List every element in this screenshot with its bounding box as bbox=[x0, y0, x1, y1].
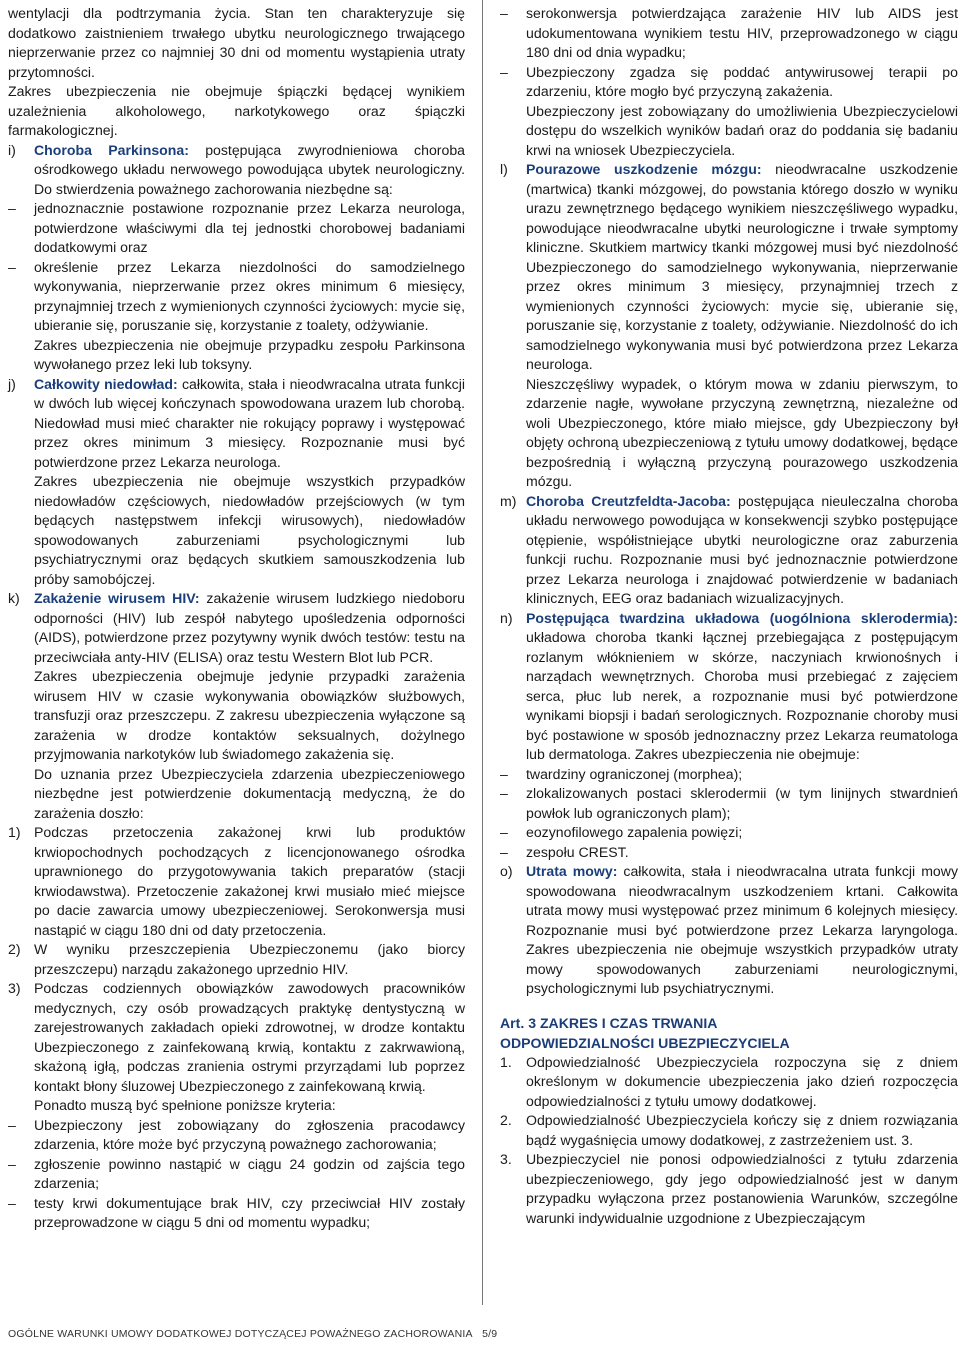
item-text bbox=[526, 609, 958, 765]
item-marker: – bbox=[500, 824, 508, 840]
term-heading: Pourazowe uszkodzenie mózgu: bbox=[526, 161, 762, 177]
item-marker: 3. bbox=[500, 1151, 512, 1167]
item-marker: n) bbox=[500, 609, 513, 626]
item-text bbox=[34, 1194, 465, 1233]
term-body: zespołu CREST. bbox=[526, 843, 629, 860]
item-marker: 1) bbox=[8, 824, 21, 840]
article-numbered-item bbox=[500, 1111, 958, 1150]
article-heading-line1: Art. 3 ZAKRES I CZAS TRWANIA bbox=[500, 1014, 718, 1031]
term-body: zlokalizowanych postaci sklerodermii (w tym linijnych stwardnień powłok lub ograniczonych plam); bbox=[526, 785, 958, 821]
dash-list-item bbox=[8, 199, 465, 258]
article-3-items bbox=[500, 1053, 958, 1229]
paragraph: Ponadto muszą być spełnione poniższe kryteria: bbox=[34, 1097, 336, 1113]
item-text bbox=[34, 1116, 465, 1155]
item-marker: i) bbox=[8, 141, 16, 158]
footer-title: OGÓLNE WARUNKI UMOWY DODATKOWEJ DOTYCZĄCEJ POWAŻNEGO ZACHOROWANIA bbox=[8, 1328, 473, 1340]
item-marker: – bbox=[8, 1194, 16, 1211]
numbered-item bbox=[8, 940, 465, 979]
term-body: zakażenie wirusem ludzkiego niedoboru odporności (HIV) lub zespół nabytego upośledzenia odporności (AIDS), potwierdzone przez pozytywny wynik dwóch testów: testu na przeciwciała anty-HIV (ELISA) oraz testu Western Blot lub PCR. bbox=[34, 590, 465, 665]
term-body: nieodwracalne uszkodzenie (martwica) tkanki mózgowej, do powstania którego doszło w wyniku urazu zewnętrznego będącego wynikiem nieszczęśliwego wypadku, powodujące nieodwracalne ubytki neurologiczne i trwałe symptomy kliniczne. Skutkiem martwicy tkanki mózgowej musi być niezdolność Ubezpieczonego do samodzielnego wykonywania, nieprzerwanie przez okres minimum 3 miesięcy, przynajmniej trzech z wymienionych czynności życiowych: mycie się, ubieranie się, poruszanie się, korzystanie z toalety, odżywianie. Niezdolność do ich samodzielnego wykonywania musi być potwierdzona przez Lekarza neurologa. bbox=[526, 161, 958, 372]
item-text bbox=[34, 979, 465, 1096]
item-text bbox=[34, 258, 465, 336]
item-marker: – bbox=[500, 63, 508, 80]
paragraph: Zakres ubezpieczenia obejmuje jedynie przypadki zarażenia wirusem HIV w czasie wykonywania obowiązków służbowych, transfuzji oraz przeszczepu. Z zakresu ubezpieczenia wyłączone są zarażenia w drodze kontaktów seksualnych, dożylnego przyjmowania narkotyków lub świadomego zakażenia się. bbox=[34, 668, 465, 762]
item-text bbox=[34, 141, 465, 200]
term-heading: Utrata mowy: bbox=[526, 863, 618, 879]
definition-item bbox=[8, 141, 465, 200]
term-body: całkowita, stała i nieodwracalna utrata funkcji w dwóch lub więcej kończynach spowodowana urazem lub chorobą. Niedowład musi mieć charakter nie rokujący poprawy i występować przez okres minimum 3 miesięcy. Rozpoznanie musi być potwierdzone przez Lekarza neurologa. bbox=[34, 375, 465, 470]
numbered-item bbox=[8, 979, 465, 1096]
item-text bbox=[526, 63, 958, 102]
definition-item bbox=[8, 375, 465, 473]
page-footer bbox=[8, 1328, 497, 1340]
item-text bbox=[526, 492, 958, 609]
term-body: całkowita, stała i nieodwracalna utrata funkcji mowy spowodowana nieodwracalnym uszkodzeniem krtani. Całkowita utrata mowy musi występować przez minimum 6 kolejnych miesięcy. Rozpoznanie musi być potwierdzone przez Lekarza laryngologa. Zakres ubezpieczenia nie obejmuje wszystkich przypadków utraty mowy spowodowanych zaburzeniami neurologicznymi, psychologicznymi lub psychiatrycznymi. bbox=[526, 863, 958, 996]
dash-list-item bbox=[8, 1116, 465, 1155]
item-marker: 2. bbox=[500, 1112, 512, 1128]
item-marker: 2) bbox=[8, 941, 21, 957]
paragraph: Zakres ubezpieczenia nie obejmuje wszystkich przypadków niedowładów częściowych, niedowładów przejściowych (w tym będących następstwem infekcji wirusowych), niedowładów spowodowanych zaburzeniami psychologicznymi lub psychiatrycznymi oraz będących skutkiem samouszkodzenia lub próby samobójczej. bbox=[34, 473, 465, 587]
term-body: Ubezpieczony zgadza się poddać antywirusowej terapii po zdarzeniu, które mogło być przyczyną zakażenia. bbox=[526, 63, 958, 99]
dash-list-item bbox=[500, 765, 958, 785]
paragraph: Zakres ubezpieczenia nie obejmuje przypadku zespołu Parkinsona wywołanego przez leki lub toksyny. bbox=[34, 336, 465, 372]
item-text bbox=[526, 160, 958, 375]
page-number: 5/9 bbox=[482, 1328, 498, 1340]
article-numbered-item bbox=[500, 1150, 958, 1228]
item-text bbox=[526, 4, 958, 63]
right-column bbox=[500, 4, 958, 1228]
item-text bbox=[34, 589, 465, 667]
article-numbered-item bbox=[500, 1053, 958, 1112]
term-body: serokonwersja potwierdzająca zarażenie HIV lub AIDS jest udokumentowana wynikiem testu HIV, przeprowadzonego w ciągu 180 dni od dnia wypadku; bbox=[526, 5, 958, 60]
item-text: Odpowiedzialność Ubezpieczyciela kończy się z dniem rozwiązania bądź wygaśnięcia umowy dodatkowej, z zastrzeżeniem ust. 3. bbox=[526, 1112, 958, 1148]
item-marker: l) bbox=[500, 161, 508, 177]
item-text bbox=[526, 843, 958, 863]
item-marker: 3) bbox=[8, 980, 21, 996]
item-marker: – bbox=[500, 843, 508, 860]
item-marker: 1. bbox=[500, 1053, 512, 1070]
article-heading-line2: ODPOWIEDZIALNOŚCI UBEZPIECZYCIELA bbox=[500, 1034, 790, 1051]
term-body: twardziny ograniczonej (morphea); bbox=[526, 765, 743, 782]
dash-list-item bbox=[8, 258, 465, 336]
term-body: postępująca zwyrodnieniowa choroba ośrodkowego układu nerwowego powodująca ubytek neurologiczny. Do stwierdzenia poważnego zachorowania niezbędne są: bbox=[34, 141, 465, 197]
item-marker: m) bbox=[500, 492, 517, 509]
item-marker: – bbox=[500, 785, 508, 801]
definition-item bbox=[8, 589, 465, 667]
term-body: postępująca nieuleczalna choroba układu nerwowego powodująca w konsekwencji szybko postępujące otępienie, współistniejące ubytki neurologiczne oraz zaburzenia funkcji ruchu. Rozpoznanie musi być jednoznacznie potwierdzone przez Lekarza neurologa i znajdować potwierdzenie w badaniach klinicznych, EEG oraz badaniach wizualizacyjnych. bbox=[526, 492, 959, 606]
paragraph: Zakres ubezpieczenia nie obejmuje śpiączki będącej wynikiem uzależnienia alkoholowego, narkotykowego oraz śpiączki farmakologicznej. bbox=[8, 83, 465, 138]
term-heading: Choroba Parkinsona: bbox=[34, 141, 189, 158]
item-marker: – bbox=[8, 200, 16, 216]
term-body: określenie przez Lekarza niezdolności do samodzielnego wykonywania, nieprzerwanie przez okres minimum 6 miesięcy, przynajmniej trzech z wymienionych czynności życiowych: mycie się, ubieranie się, poruszanie się, korzystanie z toalety, odżywianie. bbox=[34, 258, 465, 333]
term-body: Podczas przetoczenia zakażonej krwi lub produktów krwiopochodnych pochodzących z licencjonowanego ośrodka uprawnionego do przygotowywania takich preparatów (stacji krwiodawstwa). Przetoczenie zakażonej krwi musiało mieć miejsce po dacie zawarcia umowy ubezpieczeniowej. Serokonwersja musi nastąpić w ciągu 180 dni od daty przetoczenia. bbox=[34, 824, 465, 938]
left-column bbox=[8, 4, 465, 1233]
term-heading: Postępująca twardzina układowa (uogólniona sklerodermia): bbox=[526, 609, 958, 626]
dash-list-item bbox=[8, 1155, 465, 1194]
item-marker: – bbox=[500, 5, 508, 21]
item-marker: k) bbox=[8, 590, 20, 606]
item-text: Odpowiedzialność Ubezpieczyciela rozpoczyna się z dniem określonym w dokumencie ubezpieczenia jako dzień rozpoczęcia odpowiedzialności z tytułu umowy dodatkowej. bbox=[526, 1053, 958, 1109]
term-body: zgłoszenie powinno nastąpić w ciągu 24 godzin od zajścia tego zdarzenia; bbox=[34, 1155, 465, 1191]
item-text bbox=[526, 784, 958, 823]
dash-list-item bbox=[500, 823, 958, 843]
definition-item bbox=[500, 160, 958, 375]
item-text bbox=[526, 765, 958, 785]
term-body: W wyniku przeszczepienia Ubezpieczonemu (jako biorcy przeszczepu) narządu zakażonego uprzednio HIV. bbox=[34, 941, 465, 977]
item-text bbox=[34, 940, 465, 979]
dash-list-item bbox=[500, 784, 958, 823]
article-3-heading bbox=[500, 1013, 958, 1053]
dash-list-item bbox=[8, 1194, 465, 1233]
item-marker: – bbox=[500, 765, 508, 782]
item-text bbox=[526, 862, 958, 999]
term-body: Podczas codziennych obowiązków zawodowych pracowników medycznych, czy osób prowadzących praktykę dentystyczną w zarejestrowanych zakładach opieki zdrowotnej, w drodze kontaktu Ubezpieczonego z zainfekowaną krwią, kontaktu z zakrwawioną, skażoną igłą, podczas zranienia ostrymi przyrządami lub poprzez kontakt błony śluzowej Ubezpieczonego z zainfekowaną krwią. bbox=[34, 980, 465, 1094]
item-marker: j) bbox=[8, 375, 16, 392]
column-divider bbox=[482, 0, 483, 1305]
item-marker: o) bbox=[500, 863, 513, 879]
paragraph: Nieszczęśliwy wypadek, o którym mowa w zdaniu pierwszym, to zdarzenie nagłe, wywołane przyczyną zewnętrzną, niezależne od woli Ubezpieczonego, które miało miejsce, gdy Ubezpieczony był objęty ochroną ubezpieczeniową z tytułu umowy dodatkowej, będące bezpośrednią i wyłączną przyczyną pourazowego uszkodzenia mózgu. bbox=[526, 375, 958, 489]
item-marker: – bbox=[8, 1116, 16, 1133]
item-marker: – bbox=[8, 258, 16, 275]
term-body: eozynofilowego zapalenia powięzi; bbox=[526, 824, 743, 840]
dash-list-item bbox=[500, 4, 958, 63]
dash-list-item bbox=[500, 843, 958, 863]
definition-item bbox=[500, 609, 958, 765]
paragraph: Do uznania przez Ubezpieczyciela zdarzenia ubezpieczeniowego niezbędne jest potwierdzenie dokumentacją medyczną, że do zarażenia doszło: bbox=[34, 765, 465, 821]
item-text bbox=[34, 1155, 465, 1194]
term-heading: Całkowity niedowład: bbox=[34, 375, 178, 392]
item-marker: – bbox=[8, 1155, 16, 1172]
term-heading: Choroba Creutzfeldta-Jacoba: bbox=[526, 492, 731, 509]
item-text: Ubezpieczyciel nie ponosi odpowiedzialności z tytułu zdarzenia ubezpieczeniowego, gdy jego odpowiedzialność jest w danym przypadku wyłączona przez postanowienia Warunków, szczególne warunki indywidualnie uzgodnione z Ubezpieczającym bbox=[526, 1151, 958, 1226]
item-text bbox=[34, 375, 465, 473]
dash-list-item bbox=[500, 63, 958, 102]
definition-item bbox=[500, 862, 958, 999]
item-text bbox=[34, 199, 465, 258]
item-text bbox=[34, 823, 465, 940]
paragraph: wentylacji dla podtrzymania życia. Stan ten charakteryzuje się dodatkowo zaistnieniem trwałego ubytku neurologicznego trwającego nieprzerwanie przez co najmniej 30 dni od momentu wystąpienia utraty przytomności. bbox=[8, 5, 465, 80]
term-body: Ubezpieczony jest zobowiązany do zgłoszenia pracodawcy zdarzenia, które może być przyczyną poważnego zachorowania; bbox=[34, 1116, 465, 1152]
term-body: testy krwi dokumentujące brak HIV, czy przeciwciał HIV zostały przeprowadzone w ciągu 5 dni od momentu wypadku; bbox=[34, 1194, 465, 1230]
item-text bbox=[526, 823, 958, 843]
term-body: układowa choroba tkanki łącznej przebiegająca z postępującym rozlanym włóknieniem w skórze, naczyniach krwionośnych i narządach wewnętrznych. Choroba musi przebiegać z zajęciem serca, płuc lub nerek, a rozpoznanie musi być potwierdzone wynikami biopsji i badań serologicznych. Rozpoznanie choroby musi być postawione w sposób jednoznaczny przez Lekarza reumatologa lub dermatologa. Zakres ubezpieczenia nie obejmuje: bbox=[526, 629, 958, 762]
term-heading: Zakażenie wirusem HIV: bbox=[34, 590, 200, 606]
definition-item bbox=[500, 492, 958, 609]
numbered-item bbox=[8, 823, 465, 940]
right-column-body bbox=[500, 4, 958, 999]
term-body: jednoznacznie postawione rozpoznanie przez Lekarza neurologa, potwierdzone właściwymi dla tej jednostki chorobowej badaniami dodatkowymi oraz bbox=[34, 200, 465, 255]
paragraph: Ubezpieczony jest zobowiązany do umożliwienia Ubezpieczycielowi dostępu do wszelkich wyników badań oraz do poddania się badaniu krwi na wniosek Ubezpieczyciela. bbox=[526, 102, 958, 158]
